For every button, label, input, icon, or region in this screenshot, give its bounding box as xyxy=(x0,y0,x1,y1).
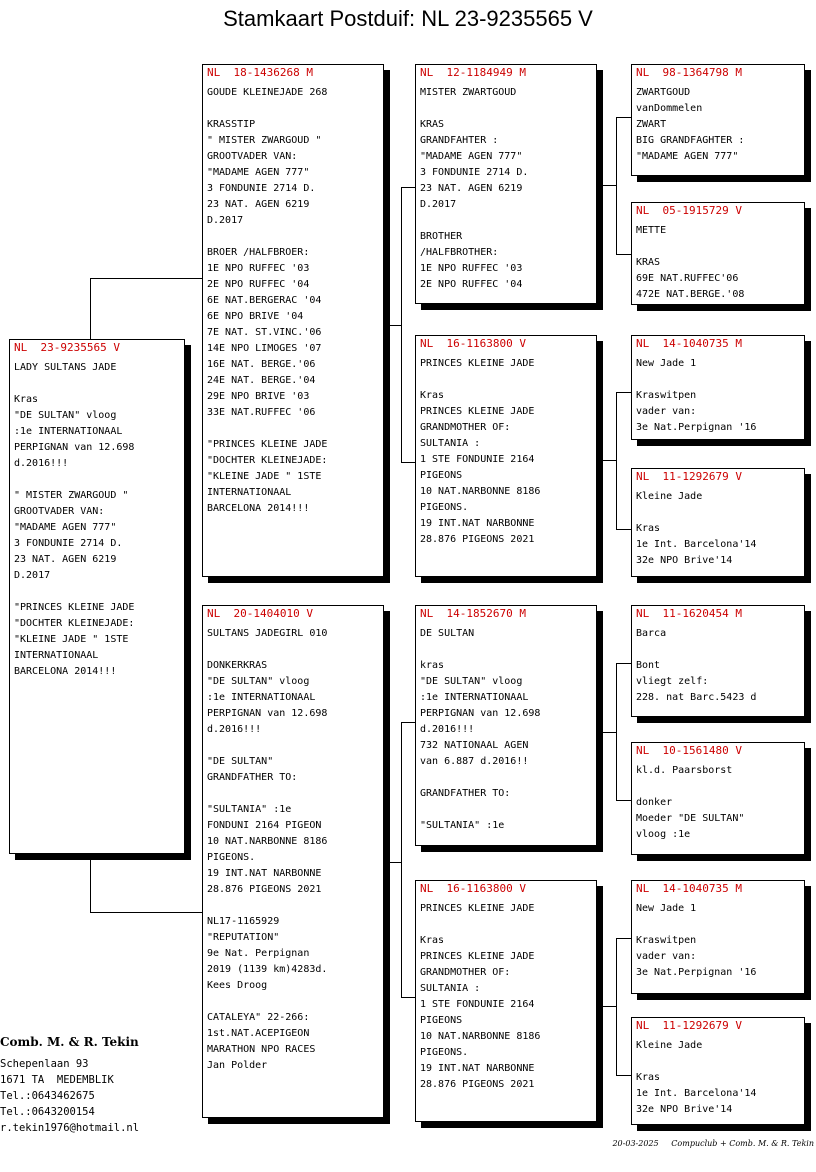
pigeon-info: New Jade 1 Kraswitpen vader van: 3e Nat.Perpignan '16 xyxy=(636,358,757,433)
ring-number: NL 12-1184949 M xyxy=(420,66,526,79)
connector-line xyxy=(616,254,632,255)
pigeon-info: Barca Bont vliegt zelf: 228. nat Barc.5423 d xyxy=(636,628,757,703)
pigeon-info: DE SULTAN kras "DE SULTAN" vloog :1e INTERNATIONAAL PERPIGNAN van 12.698 d.2016!!! 732 NATIONAAL AGEN van 6.887 d.2016!! GRANDFATHER TO: "SULTANIA" :1e xyxy=(420,628,541,831)
connector-line xyxy=(401,462,416,463)
owner-email: r.tekin1976@hotmail.nl xyxy=(0,1122,140,1134)
pigeon-card-mff xyxy=(631,605,805,717)
connector-line xyxy=(616,938,632,939)
connector-line xyxy=(616,529,632,530)
pigeon-card-mfm xyxy=(631,742,805,855)
pigeon-card-mother xyxy=(202,605,384,1118)
pigeon-info: ZWARTGOUD vanDommelen ZWART BIG GRANDFAGHTER : "MADAME AGEN 777" xyxy=(636,87,745,162)
footer-credit: 20-03-2025 Compuclub + Comb. M. & R. Tekin xyxy=(612,1139,814,1148)
pigeon-info: New Jade 1 Kraswitpen vader van: 3e Nat.Perpignan '16 xyxy=(636,903,757,978)
connector-line xyxy=(401,722,416,723)
connector-line xyxy=(616,392,632,393)
connector-line xyxy=(90,912,203,913)
page-title: Stamkaart Postduif: NL 23-9235565 V xyxy=(223,6,593,31)
pigeon-info: METTE KRAS 69E NAT.RUFFEC'06 472E NAT.BERGE.'08 xyxy=(636,225,745,300)
connector-line xyxy=(616,938,617,1075)
ring-number: NL 23-9235565 V xyxy=(14,341,120,354)
connector-line xyxy=(616,663,617,800)
connector-line xyxy=(596,185,616,186)
connector-line xyxy=(401,722,402,997)
pigeon-card-subject xyxy=(9,339,185,854)
ring-number: NL 20-1404010 V xyxy=(207,607,313,620)
connector-line xyxy=(90,853,91,912)
pigeon-card-fm xyxy=(415,335,597,577)
pigeon-info: LADY SULTANS JADE Kras "DE SULTAN" vloog :1e INTERNATIONAAL PERPIGNAN van 12.698 d.2016!!! " MISTER ZWARGOUD " GROOTVADER VAN: "MADAME AGEN 777" 3 FONDUNIE 2714 D. 23 NAT. AGEN 6219 D.2017 "PRINCES KLEINE JADE "DOCHTER KLEINEJADE: "KLEINE JADE " 1STE INTERNATIONAAL BARCELONA 2014!!! xyxy=(14,362,135,677)
owner-name: Comb. M. & R. Tekin xyxy=(0,1035,139,1049)
connector-line xyxy=(616,663,632,664)
connector-line xyxy=(90,278,203,279)
connector-line xyxy=(401,187,402,462)
pigeon-info: kl.d. Paarsborst donker Moeder "DE SULTAN" vloog :1e xyxy=(636,765,745,840)
connector-line xyxy=(616,1075,632,1076)
connector-line xyxy=(383,325,401,326)
ring-number: NL 11-1292679 V xyxy=(636,1019,742,1032)
pigeon-card-fmf xyxy=(631,335,805,440)
pigeon-card-mmf xyxy=(631,880,805,994)
ring-number: NL 14-1040735 M xyxy=(636,882,742,895)
owner-phone-2: Tel.:0643200154 xyxy=(0,1106,95,1118)
ring-number: NL 98-1364798 M xyxy=(636,66,742,79)
pigeon-info: SULTANS JADEGIRL 010 DONKERKRAS "DE SULTAN" vloog :1e INTERNATIONAAL PERPIGNAN van 12.698 d.2016!!! "DE SULTAN" GRANDFATHER TO: "SULTANIA" :1e FONDUNI 2164 PIGEON 10 NAT.NARBONNE 8186 PIGEONS. 19 INT.NAT NARBONNE 28.876 PIGEONS 2021 NL17-1165929 "REPUTATION" 9e Nat. Perpignan 2019 (1139 km)4283d. Kees Droog CATALEYA" 22-266: 1st.NAT.ACEPIGEON MARATHON NPO RACES Jan Polder xyxy=(207,628,328,1071)
pigeon-info: GOUDE KLEINEJADE 268 KRASSTIP " MISTER ZWARGOUD " GROOTVADER VAN: "MADAME AGEN 777" 3 FONDUNIE 2714 D. 23 NAT. AGEN 6219 D.2017 BROER /HALFBROER: 1E NPO RUFFEC '03 2E NPO RUFFEC '04 6E NAT.BERGERAC '04 6E NPO BRIVE '04 7E NAT. ST.VINC.'06 14E NPO LIMOGES '07 16E NAT. BERGE.'06 24E NAT. BERGE.'04 29E NPO BRIVE '03 33E NAT.RUFFEC '06 "PRINCES KLEINE JADE "DOCHTER KLEINEJADE: "KLEINE JADE " 1STE INTERNATIONAAL BARCELONA 2014!!! xyxy=(207,87,328,514)
ring-number: NL 05-1915729 V xyxy=(636,204,742,217)
connector-line xyxy=(401,187,416,188)
pigeon-card-fff xyxy=(631,64,805,176)
pigeon-info: PRINCES KLEINE JADE Kras PRINCES KLEINE JADE GRANDMOTHER OF: SULTANIA : 1 STE FONDUNIE 2164 PIGEONS 10 NAT.NARBONNE 8186 PIGEONS. 19 INT.NAT NARBONNE 28.876 PIGEONS 2021 xyxy=(420,903,541,1090)
owner-phone-1: Tel.:0643462675 xyxy=(0,1090,95,1102)
pigeon-info: Kleine Jade Kras 1e Int. Barcelona'14 32e NPO Brive'14 xyxy=(636,491,757,566)
connector-line xyxy=(596,460,616,461)
ring-number: NL 18-1436268 M xyxy=(207,66,313,79)
ring-number: NL 10-1561480 V xyxy=(636,744,742,757)
pigeon-info: PRINCES KLEINE JADE Kras PRINCES KLEINE JADE GRANDMOTHER OF: SULTANIA : 1 STE FONDUNIE 2164 PIGEONS 10 NAT.NARBONNE 8186 PIGEONS. 19 INT.NAT NARBONNE 28.876 PIGEONS 2021 xyxy=(420,358,541,545)
owner-info xyxy=(0,1034,139,1136)
connector-line xyxy=(383,862,401,863)
ring-number: NL 16-1163800 V xyxy=(420,337,526,350)
connector-line xyxy=(401,997,416,998)
ring-number: NL 16-1163800 V xyxy=(420,882,526,895)
connector-line xyxy=(616,800,632,801)
ring-number: NL 11-1292679 V xyxy=(636,470,742,483)
pigeon-card-mf xyxy=(415,605,597,846)
pigeon-card-ffm xyxy=(631,202,805,305)
owner-address: Schepenlaan 93 xyxy=(0,1058,89,1070)
pigeon-card-mm xyxy=(415,880,597,1122)
ring-number: NL 14-1040735 M xyxy=(636,337,742,350)
connector-line xyxy=(616,392,617,529)
pigeon-info: MISTER ZWARTGOUD KRAS GRANDFAHTER : "MADAME AGEN 777" 3 FONDUNIE 2714 D. 23 NAT. AGEN 6219 D.2017 BROTHER /HALFBROTHER: 1E NPO RUFFEC '03 2E NPO RUFFEC '04 xyxy=(420,87,529,290)
pigeon-card-mmm xyxy=(631,1017,805,1125)
pigeon-card-ff xyxy=(415,64,597,304)
connector-line xyxy=(616,117,632,118)
connector-line xyxy=(596,732,616,733)
connector-line xyxy=(90,278,91,340)
ring-number: NL 14-1852670 M xyxy=(420,607,526,620)
ring-number: NL 11-1620454 M xyxy=(636,607,742,620)
connector-line xyxy=(596,1006,616,1007)
pigeon-card-fmm xyxy=(631,468,805,577)
connector-line xyxy=(616,117,617,254)
pigeon-card-father xyxy=(202,64,384,577)
pigeon-info: Kleine Jade Kras 1e Int. Barcelona'14 32e NPO Brive'14 xyxy=(636,1040,757,1115)
owner-city: 1671 TA MEDEMBLIK xyxy=(0,1074,114,1086)
